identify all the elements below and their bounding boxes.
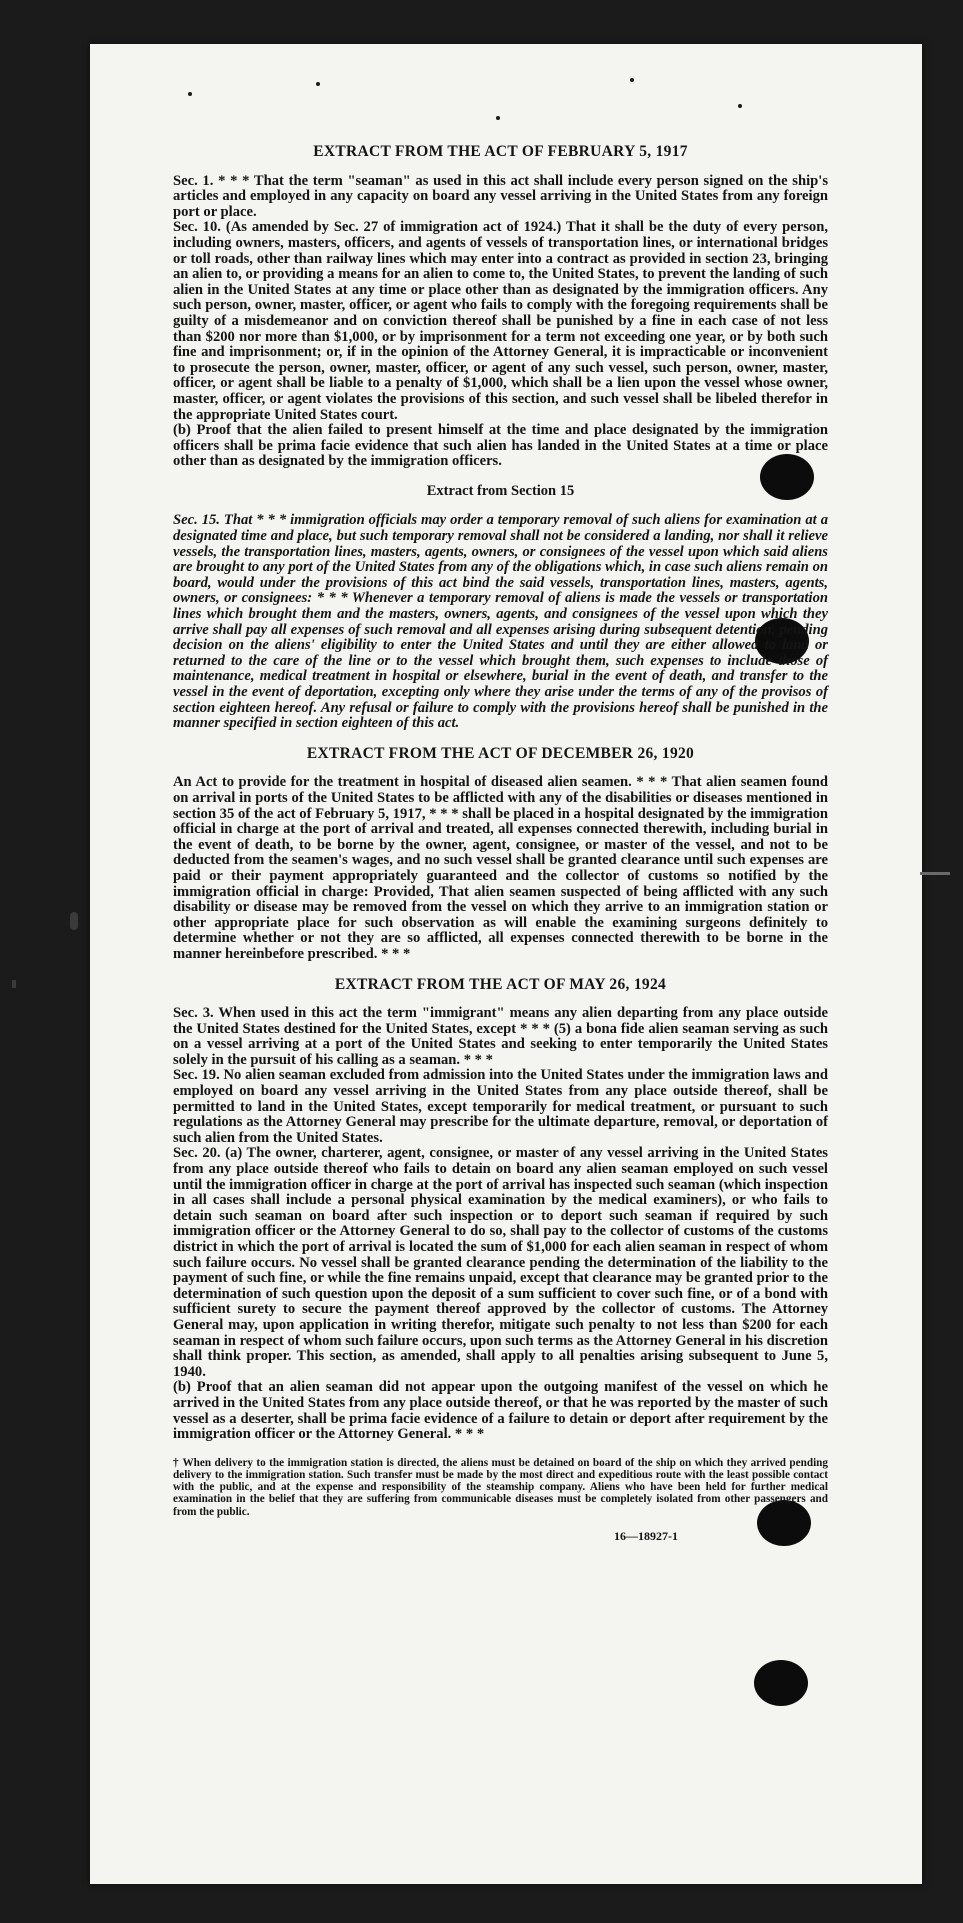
section-act-1924 bbox=[173, 977, 828, 1443]
paragraph: An Act to provide for the treatment in hospital of diseased alien seamen. * * * That alien seamen found on arrival in ports of the United States to be afflicted with any of the disabilities or diseases mentioned in section 35 of the act of February 5, 1917, * * * shall be placed in a hospital designated by the immigration official in charge at the port of arrival and treated, all expenses connected therewith, including burial in the event of death, to be borne by the owner, agent, consignee, or master of the vessel, and not to be deducted from the seamen's wages, and no such vessel shall be granted clearance until such expenses are paid or their payment appropriately guaranteed and the collector of customs so notified by the immigration official in charge: Provided, That alien seamen suspected of being afflicted with any such disability or disease may be removed from the vessel on which they arrive to an immigration station or other appropriate place for such observation as will enable the examining surgeons definitely to determine whether or not they are so afflicted, all expenses connected therewith to be borne in the manner hereinbefore prescribed. * * * bbox=[173, 774, 828, 962]
paragraph: Sec. 15. That * * * immigration officials may order a temporary removal of such aliens for examination at a designated time and place, but such temporary removal shall not be considered a landing, nor shall it relieve vessels, the transportation lines, masters, agents, owners, or consignees of the vessel upon which said aliens are brought to any port of the United States from any of the obligations which, in case such aliens remain on board, would under the provisions of this act bind the said vessels, transportation lines, masters, agents, owners, or consignees: * * * Whenever a temporary removal of aliens is made the vessels or transportation lines which brought them and the masters, owners, agents, and consignees of the vessel upon which they arrive shall pay all expenses of such removal and all expenses arising during subsequent detention, pending decision on the aliens' eligibility to enter the United States and until they are either allowed to land or returned to the care of the line or to the vessel which brought them, such expenses to include those of maintenance, medical treatment in hospital or elsewhere, burial in the event of death, and transfer to the vessel in the event of deportation, excepting only where they arise under the terms of any of the provisos of section eighteen hereof. Any refusal or failure to comply with the provisions hereof shall be punished in the manner specified in section eighteen of this act. bbox=[173, 512, 828, 732]
paragraph: Sec. 1. * * * That the term "seaman" as used in this act shall include every person signed on the ship's articles and employed in any capacity on board any vessel arriving in the United States from any foreign port or place. bbox=[173, 172, 828, 220]
film-edge-mark bbox=[920, 872, 950, 875]
film-edge-mark bbox=[70, 912, 78, 930]
paragraph: Sec. 3. When used in this act the term "immigrant" means any alien departing from any place outside the United States destined for the United States, except * * * (5) a bona fide alien seaman serving as such on a vessel arriving at a port of the United States and seeking to enter temporarily the United States solely in the pursuit of his calling as a seaman. * * * bbox=[173, 1005, 828, 1068]
paragraph: Sec. 10. (As amended by Sec. 27 of immigration act of 1924.) That it shall be the duty of every person, including owners, masters, officers, and agents of vessels of transportation lines, or international bridges or toll roads, other than railway lines which may enter into a contract as provided in section 23, bringing an alien to, or providing a means for an alien to come to, the United States, to prevent the landing of such alien in the United States at any time or place other than as designated by the immigration officers. Any such person, owner, master, officer, or agent who fails to comply with the foregoing requirements shall be guilty of a misdemeanor and on conviction thereof shall be punished by a fine in each case of not less than $200 nor more than $1,000, or by imprisonment for a term not exceeding one year, or by both such fine and imprisonment; or, if in the opinion of the Attorney General, it is impracticable or inconvenient to prosecute the person, owner, master, officer, or agent of any such vessel, such person, owner, master, officer, or agent shall be liable to a penalty of $1,000, which shall be a lien upon the vessel whose owner, master, officer, or agent violates the provisions of this section, and such vessel shall be libeled therefor in the appropriate United States court. bbox=[173, 219, 828, 423]
section-act-1917 bbox=[173, 144, 828, 470]
document-page bbox=[90, 44, 922, 1884]
paragraph: (b) Proof that the alien failed to present himself at the time and place designated by the immigration officers shall be prima facie evidence that such alien has landed in the United States at a time or place other than as designated by the immigration officers. bbox=[173, 422, 828, 470]
punch-hole bbox=[754, 1660, 808, 1706]
form-number: 16—18927-1 bbox=[614, 1528, 678, 1543]
section-heading: EXTRACT FROM THE ACT OF MAY 26, 1924 bbox=[334, 975, 667, 993]
speck bbox=[738, 104, 742, 108]
section-subheading: Extract from Section 15 bbox=[426, 482, 575, 499]
paragraph: Sec. 19. No alien seaman excluded from admission into the United States under the immigration laws and employed on board any vessel arriving in the United States from any place outside thereof, shall be permitted to land in the United States, except temporarily for medical treatment, or pursuant to such regulations as the Attorney General may prescribe for the ultimate departure, removal, or deportation of such alien from the United States. bbox=[173, 1067, 828, 1146]
section-extract-15 bbox=[173, 484, 828, 732]
film-edge-mark bbox=[12, 980, 16, 988]
section-act-1920 bbox=[173, 746, 828, 963]
paragraph: (b) Proof that an alien seaman did not appear upon the outgoing manifest of the vessel on which he arrived in the United States from any place outside thereof, or that he was reported by the master of such vessel as a deserter, shall be prima facie evidence of a failure to detain or deport after requirement by the immigration officer or the Attorney General. * * * bbox=[173, 1379, 828, 1443]
speck bbox=[496, 116, 500, 120]
paragraph: Sec. 20. (a) The owner, charterer, agent, consignee, or master of any vessel arriving in the United States from any place outside thereof who fails to detain on board any alien seaman employed on such vessel until the immigration officer in charge at the port of arrival has inspected such seaman (which inspection in all cases shall include a personal physical examination by the medical examiners), or who fails to detain such seaman on board after such inspection or to deport such seaman if required by such immigration officer or the Attorney General to do so, shall pay to the collector of customs of the customs district in which the port of arrival is located the sum of $1,000 for each alien seaman in respect of whom such failure occurs. No vessel shall be granted clearance pending the determination of the liability to the payment of such fine, or while the fine remains unpaid, except that clearance may be granted prior to the determination of such question upon the deposit of a sum sufficient to cover such fine, or of a bond with sufficient surety to secure the payment thereof approved by the collector of customs. The Attorney General may, upon application in writing therefor, mitigate such penalty to not less than $200 for each seaman in respect of whom such failure occurs, upon such terms as the Attorney General in his discretion shall think proper. This section, as amended, shall apply to all penalties arising subsequent to June 5, 1940. bbox=[173, 1145, 828, 1380]
document-body bbox=[173, 144, 828, 1545]
section-heading: EXTRACT FROM THE ACT OF FEBRUARY 5, 1917 bbox=[313, 143, 688, 160]
speck bbox=[316, 82, 320, 86]
speck bbox=[630, 78, 634, 82]
footnote: † When delivery to the immigration station is directed, the aliens must be detained on board of the ship on which they arrived pending delivery to the immigration station. Such transfer must be made by the most direct and expeditious route with the least possible contact with the public, and at the expense and responsibility of the steamship company. Aliens who have been held for further medical examination in the belief that they are suffering from communicable diseases must be completely isolated from other passengers and from the public. bbox=[173, 1456, 828, 1518]
speck bbox=[188, 92, 192, 96]
section-heading: EXTRACT FROM THE ACT OF DECEMBER 26, 1920 bbox=[306, 744, 695, 762]
